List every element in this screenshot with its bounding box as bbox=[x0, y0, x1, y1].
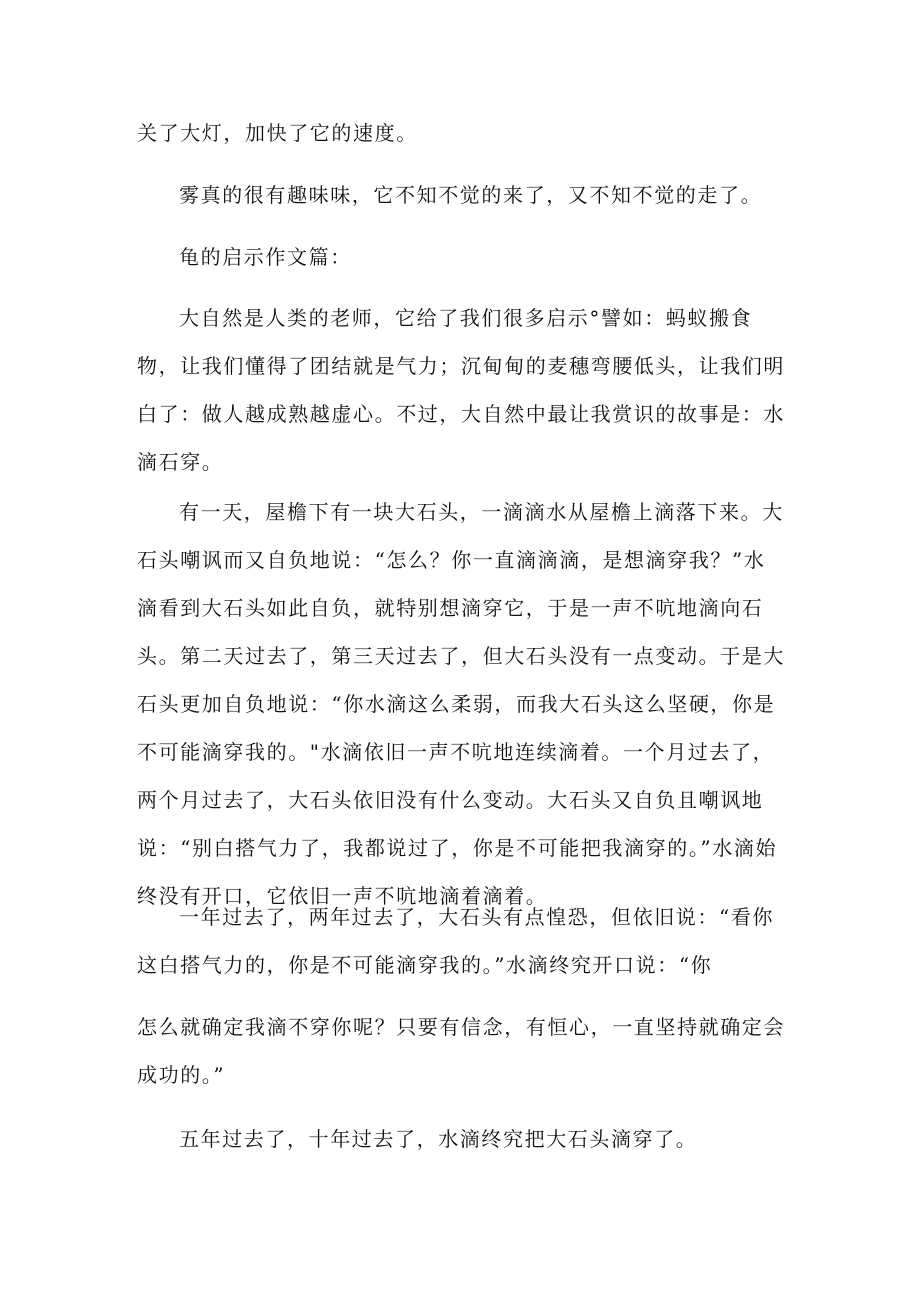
paragraph-heading: 龟的启示作文篇： bbox=[179, 245, 352, 269]
paragraph-2: 雾真的很有趣味味，它不知不觉的来了，又不知不觉的走了。 bbox=[179, 183, 763, 207]
paragraph-1: 关了大灯，加快了它的速度。 bbox=[137, 121, 418, 145]
paragraph-7: 怎么就确定我滴不穿你呢？只要有信念，有恒心，一直坚持就确定会成功的。” bbox=[137, 1015, 785, 1087]
paragraph-8: 五年过去了，十年过去了，水滴终究把大石头滴穿了。 bbox=[179, 1127, 698, 1151]
paragraph-6: 一年过去了，两年过去了，大石头有点惶恐，但依旧说：“看你这白搭气力的，你是不可能滴穿我的。”水滴终究开口说：“你 bbox=[137, 905, 775, 977]
paragraph-4: 大自然是人类的老师，它给了我们很多启示°譬如：蚂蚁搬食物，让我们懂得了团结就是气力；沉甸甸的麦穗弯腰低头，让我们明白了：做人越成熟越虚心。不过，大自然中最让我赏识的故事是：水滴石穿。 bbox=[137, 306, 785, 474]
paragraph-5: 有一天，屋檐下有一块大石头，一滴滴水从屋檐上滴落下来。大石头嘲讽而又自负地说：“怎么？你一直滴滴滴，是想滴穿我？”水滴看到大石头如此自负，就特别想滴穿它，于是一声不吭地滴向石头。第二天过去了，第三天过去了，但大石头没有一点变动。于是大石头更加自负地说：“你水滴这么柔弱，而我大石头这么坚硬，你是不可能滴穿我的。"水滴依旧一声不吭地连续滴着。一个月过去了，两个月过去了，大石头依旧没有什么变动。大石头又自负且嘲讽地说：“别白搭气力了，我都说过了，你是不可能把我滴穿的。”水滴始终没有开口，它依旧一声不吭地滴着滴着。 bbox=[137, 500, 785, 908]
